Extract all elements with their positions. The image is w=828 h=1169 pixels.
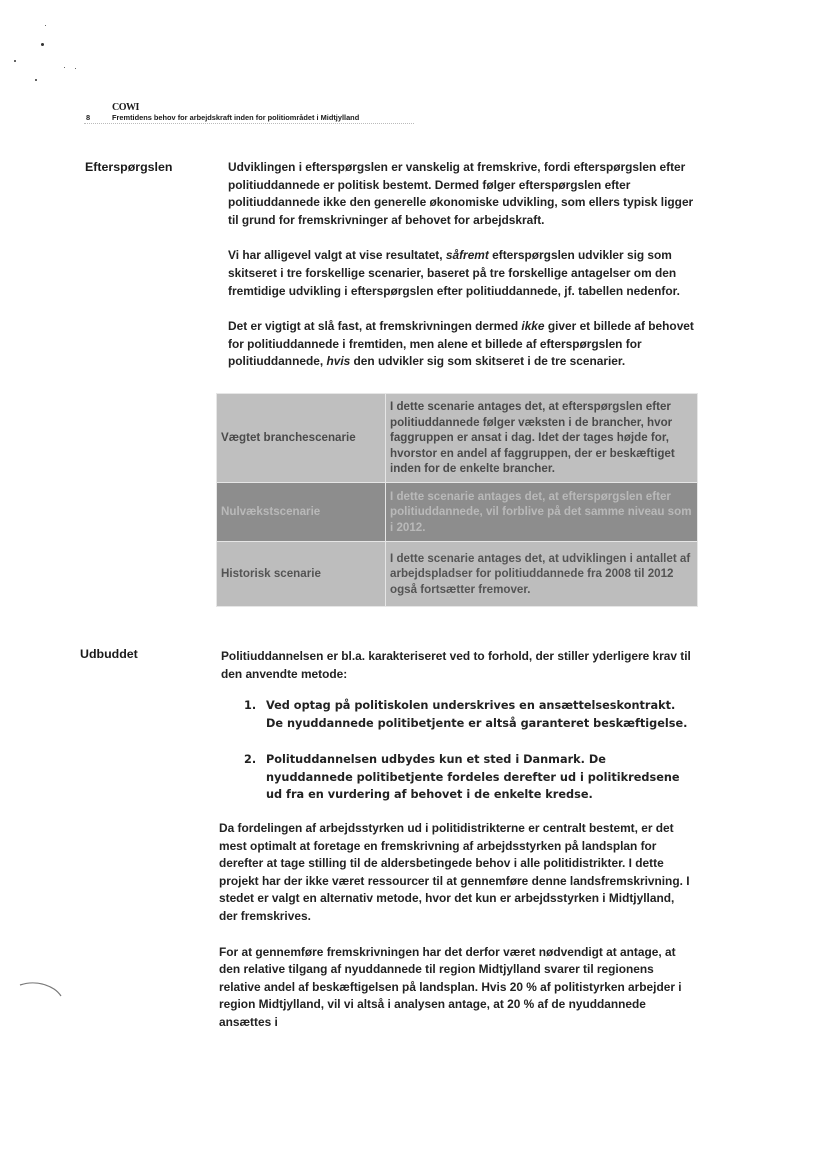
section-label-demand: Efterspørgslen: [85, 160, 173, 174]
table-row: [217, 394, 698, 483]
scan-speck: [35, 79, 37, 81]
company-logo: COWI: [112, 102, 139, 113]
list-item: 1. Ved optag på politiskolen underskrives en ansættelseskontrakt. De nyuddannede politibetjente er altså garanteret beskæftigelse.: [244, 699, 688, 730]
scan-speck: [64, 67, 65, 68]
section-label-supply: Udbuddet: [80, 647, 138, 661]
scenario-description: I dette scenarie antages det, at efterspørgslen efter politiuddannede, vil forblive på det samme niveau som i 2012.: [386, 483, 698, 542]
supply-paragraph: For at gennemføre fremskrivningen har det derfor været nødvendigt at antage, at den relative tilgang af nyuddannede til region Midtjylland svarer til regionens relative andel af beskæftigelsen på landsplan. Hvis 20 % af politistyrken arbejder i region Midtjylland, vil vi altså i analysen antage, at 20 % af de nyuddannede ansættes i: [219, 944, 682, 1029]
scenario-table: [216, 393, 698, 607]
pen-mark: [18, 975, 64, 1001]
supply-list: [244, 697, 688, 804]
page-number: 8: [86, 113, 91, 122]
scenario-description: I dette scenarie antages det, at efterspørgslen efter politiuddannede følger væksten i de brancher, hvor faggruppen er ansat i dag. Idet der tages højde for, hvorstor en andel af faggruppen, der er beskæftiget inden for de enkelte brancher.: [386, 394, 698, 483]
demand-text: [228, 159, 698, 389]
scan-speck: [14, 60, 16, 62]
supply-list-container: [244, 697, 688, 823]
demand-paragraph: Det er vigtigt at slå fast, at fremskrivningen dermed ikke giver et billede af behovet for politiuddannede i fremtiden, men alene et billede af efterspørgslen for politiuddannede, hvis den udvikler sig som skitseret i de tre scenarier.: [228, 319, 694, 369]
supply-intro: Politiuddannelsen er bl.a. karakteriseret ved to forhold, der stiller yderligere krav til den anvendte metode:: [221, 649, 691, 681]
table-row: [217, 542, 698, 607]
running-title: Fremtidens behov for arbejdskraft inden for politiområdet i Midtjylland: [112, 113, 360, 122]
scenario-name: Nulvækstscenarie: [217, 483, 386, 542]
supply-paragraph: Da fordelingen af arbejdsstyrken ud i politidistrikterne er centralt bestemt, er det mest optimalt at foretage en fremskrivning af arbejdsstyrken på landsplan for derefter at tage stilling til de aldersbetingede behov i alle politidistrikter. I dette projekt har der ikke været ressourcer til at gennemføre denne landsfremskrivning. I stedet er valgt en alternativ metode, hvor det kun er arbejdsstyrken i Midtjylland, der fremskrives.: [219, 821, 690, 923]
scan-speck: [41, 43, 44, 46]
demand-paragraph: Vi har alligevel valgt at vise resultatet, såfremt efterspørgslen udvikler sig som skitseret i tre forskellige scenarier, baseret på tre forskellige antagelser om den fremtidige udvikling i efterspørgslen efter politiuddannede, jf. tabellen nedenfor.: [228, 248, 680, 298]
scenario-name: Vægtet branchescenarie: [217, 394, 386, 483]
scan-speck: [45, 25, 46, 26]
table-row: [217, 483, 698, 542]
running-header: [86, 113, 359, 122]
demand-paragraph: Udviklingen i efterspørgslen er vanskelig at fremskrive, fordi efterspørgslen efter politiuddannede er politisk bestemt. Dermed følger efterspørgslen efter politiuddannede ikke den generelle økonomiske udvikling, som ellers typisk ligger til grund for fremskrivninger af behovet for arbejdskraft.: [228, 160, 694, 227]
list-item: 2. Polituddannelsen udbydes kun et sted i Danmark. De nyuddannede politibetjente fordeles derefter ud i politikredsene ud fra en vurdering af behovet i de enkelte kredse.: [244, 753, 680, 802]
header-divider: [84, 123, 414, 124]
scenario-name: Historisk scenarie: [217, 542, 386, 607]
scan-speck: [75, 68, 76, 69]
scenario-description: I dette scenarie antages det, at udviklingen i antallet af arbejdspladser for politiuddannede fra 2008 til 2012 også fortsætter fremover.: [386, 542, 698, 607]
supply-text: [219, 820, 695, 1050]
